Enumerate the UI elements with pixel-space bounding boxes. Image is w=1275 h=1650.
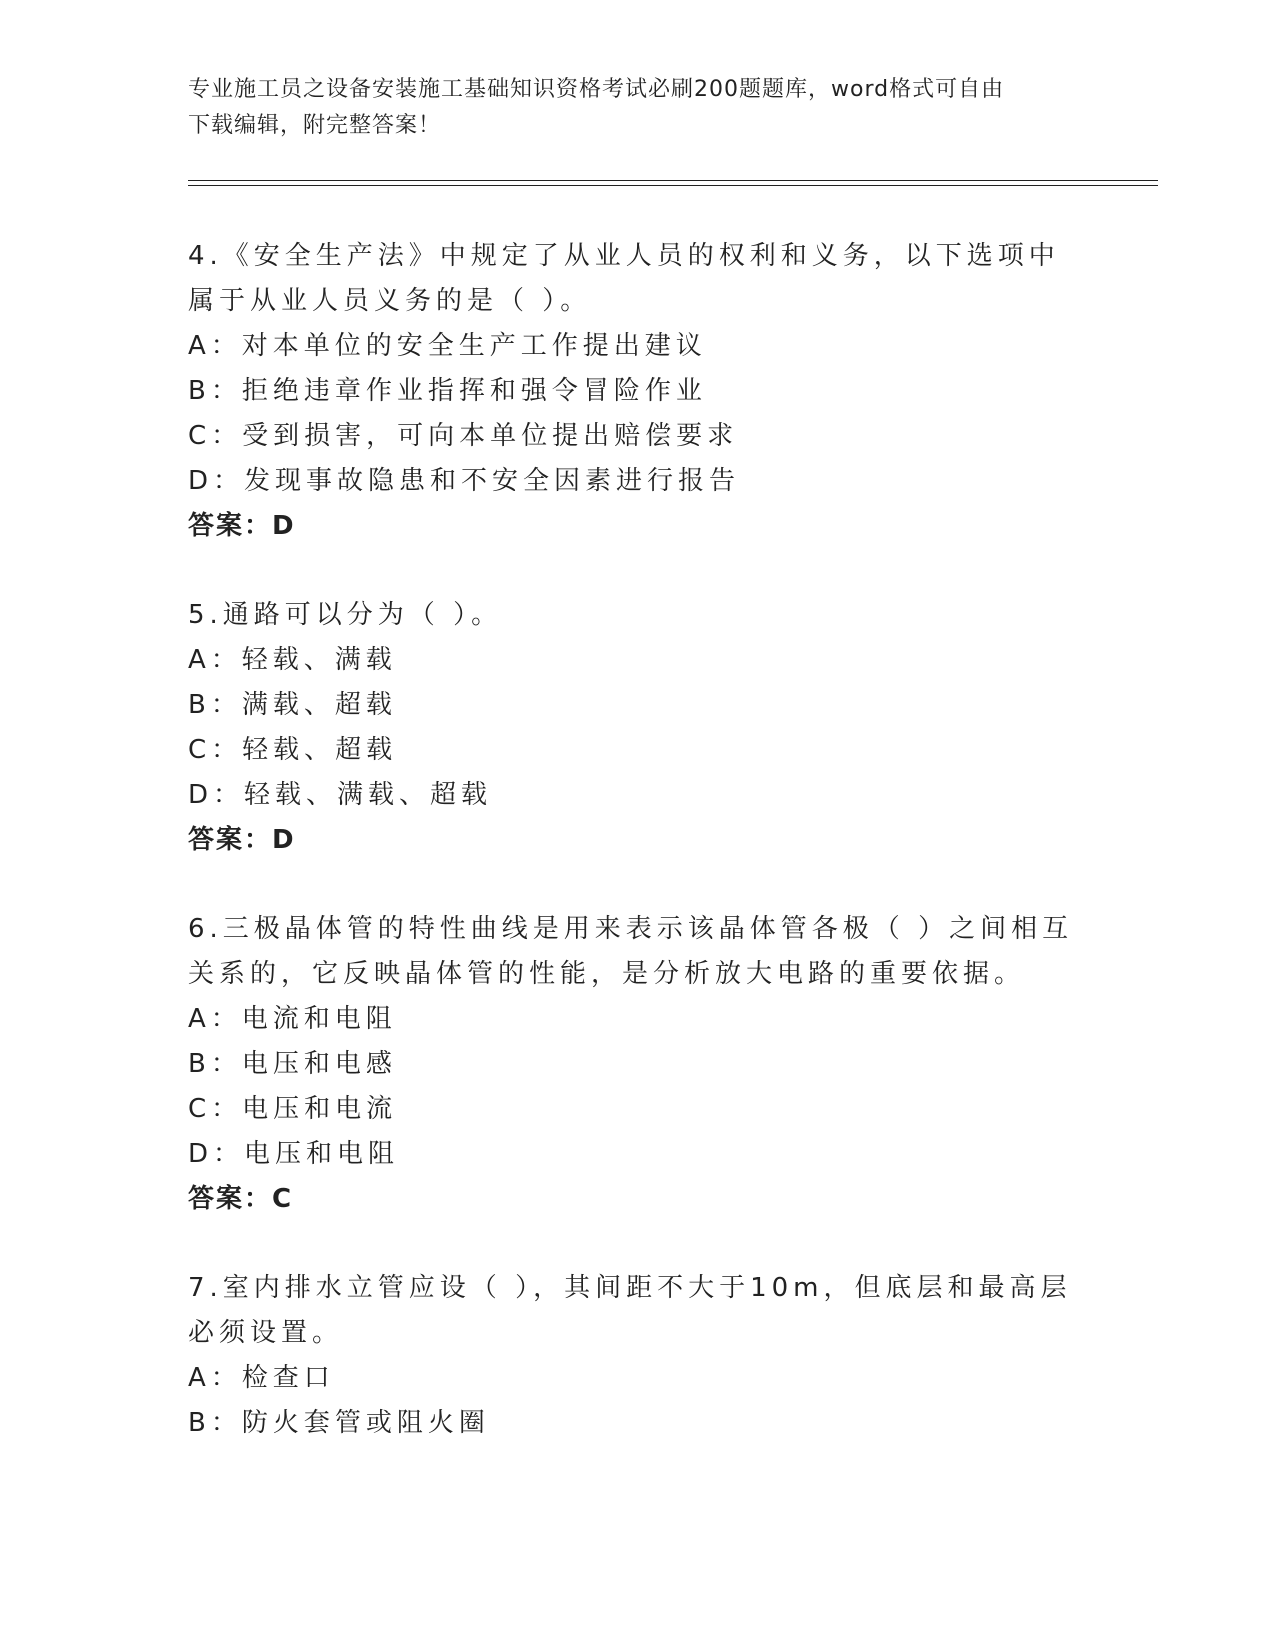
- option-b: B：拒绝违章作业指挥和强令冒险作业: [188, 376, 707, 406]
- option-b: B：满载、超载: [188, 690, 397, 720]
- header-title-line-1: 专业施工员之设备安装施工基础知识资格考试必刷200题题库，word格式可自由: [188, 77, 1005, 102]
- question-stem: 5.通路可以分为（ ）。: [188, 600, 503, 630]
- option-c: C：电压和电流: [188, 1094, 398, 1124]
- option-a: A：电流和电阻: [188, 1004, 397, 1034]
- document-header: [188, 72, 1088, 144]
- option-b: B：电压和电感: [188, 1049, 397, 1079]
- option-a: A：轻载、满载: [188, 645, 397, 675]
- answer-label: 答案：D: [188, 511, 296, 541]
- header-title-line-2: 下载编辑，附完整答案！: [188, 113, 442, 138]
- header-divider-bottom: [188, 185, 1158, 186]
- option-c: C：轻载、超载: [188, 735, 398, 765]
- option-c: C：受到损害，可向本单位提出赔偿要求: [188, 421, 739, 451]
- question-stem: 6.三极晶体管的特性曲线是用来表示该晶体管各极（ ）之间相互关系的，它反映晶体管的性能，是分析放大电路的重要依据。: [188, 914, 1074, 989]
- question-list: [188, 234, 1088, 1490]
- option-d: D：电压和电阻: [188, 1139, 400, 1169]
- option-a: A：对本单位的安全生产工作提出建议: [188, 331, 707, 361]
- header-divider-top: [188, 180, 1158, 181]
- answer-label: 答案：D: [188, 825, 296, 855]
- option-a: A：检查口: [188, 1363, 335, 1393]
- option-d: D：轻载、满载、超载: [188, 780, 493, 810]
- answer-label: 答案：C: [188, 1184, 294, 1214]
- question-5: [188, 593, 1088, 863]
- option-d: D：发现事故隐患和不安全因素进行报告: [188, 466, 741, 496]
- question-6: [188, 907, 1088, 1222]
- question-7: [188, 1266, 1088, 1446]
- question-stem: 7.室内排水立管应设（ ），其间距不大于10m，但底层和最高层必须设置。: [188, 1273, 1072, 1348]
- question-stem: 4.《安全生产法》中规定了从业人员的权利和义务，以下选项中属于从业人员义务的是（ ）。: [188, 241, 1060, 316]
- question-4: [188, 234, 1088, 549]
- option-b: B：防火套管或阻火圈: [188, 1408, 490, 1438]
